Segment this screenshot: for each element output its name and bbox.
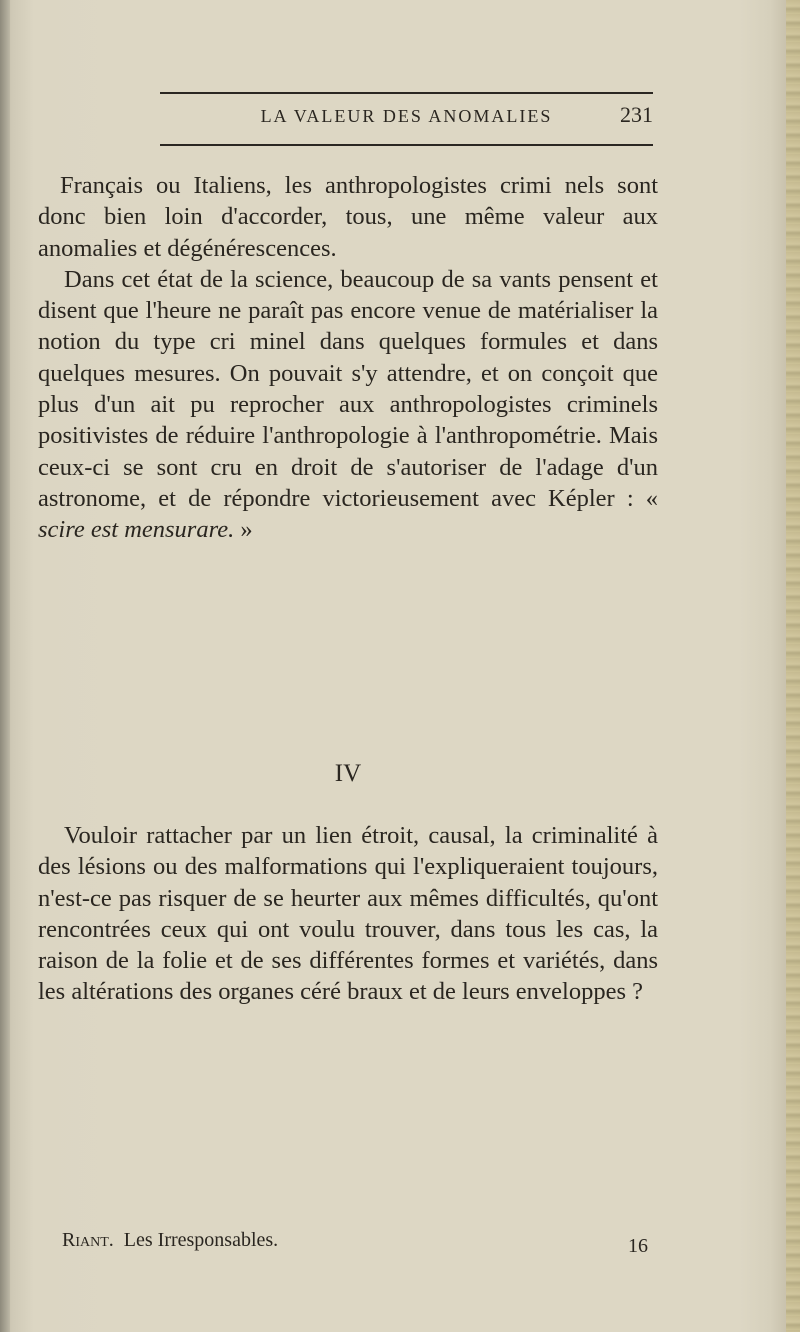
text-line: Français ou Italiens, les anthropologistes crimi (60, 172, 552, 199)
text-line: valeur aux anomalies et dégénérescences. (38, 203, 659, 262)
paragraph (38, 264, 658, 546)
text-line: que plus d'un ait pu reprocher aux anthropologistes (38, 359, 659, 419)
paragraph-continued (38, 170, 658, 264)
text-block-bottom (38, 820, 658, 1008)
footer-author: Riant. (62, 1229, 114, 1251)
header-rule-bottom (160, 144, 653, 146)
text-line: de s'autoriser de l'adage d'un astronome, et de (38, 453, 658, 512)
text-line: Dans cet état de la science, beaucoup de sa (64, 265, 493, 293)
text-line: ceux qui ont voulu trouver, dans tous les cas, la (160, 915, 659, 943)
running-title: LA VALEUR DES ANOMALIES (260, 106, 553, 126)
text-line: vants pensent et disent que l'heure ne paraît pas (38, 265, 658, 325)
text-line: nels sont donc bien loin d'accorder, tous, une même (38, 172, 659, 231)
text-line: braux et de leurs enveloppes ? (347, 978, 644, 1006)
page-gutter-shadow (0, 0, 10, 1332)
text-block-top (38, 170, 658, 546)
text-line: encore venue de matérialiser la notion du type cri (38, 297, 659, 356)
text-line: criminels positivistes de réduire l'anthropologie à (38, 391, 659, 450)
text-line: criminalité à des lésions ou des malformations qui (38, 822, 659, 881)
text-line: heurter aux mêmes difficultés, qu'ont rencontrées (38, 884, 659, 943)
running-head (160, 100, 653, 140)
page-edge-stack (786, 0, 800, 1332)
text-line: mesures. On pouvait s'y attendre, et on conçoit (134, 359, 614, 387)
section-heading: IV (334, 760, 362, 787)
page-footer (62, 1229, 658, 1259)
footer-book-title: Les Irresponsables. (123, 1229, 279, 1251)
text-line: Vouloir rattacher par un lien étroit, causal, la (64, 822, 523, 849)
signature-mark: 16 (628, 1235, 648, 1257)
paragraph (38, 820, 658, 1008)
italic-quote-end: mensurare. (124, 516, 235, 544)
header-rule-top (160, 92, 653, 94)
page-number: 231 (620, 102, 653, 127)
italic-quote: scire est (38, 516, 119, 544)
text-line: raison de la folie et de ses différentes formes et (38, 947, 516, 975)
text-line: répondre victorieusement avec Képler : « (223, 484, 658, 512)
text-line: l'anthropométrie. Mais ceux-ci se sont cru en droit (38, 422, 659, 481)
text-line: minel dans quelques formules et dans quelques (38, 328, 658, 387)
text-line: variétés, dans les altérations des organes céré (38, 947, 659, 1006)
closing-guillemet: » (240, 516, 253, 544)
text-line: l'expliqueraient toujours, n'est-ce pas risquer de se (38, 853, 658, 912)
